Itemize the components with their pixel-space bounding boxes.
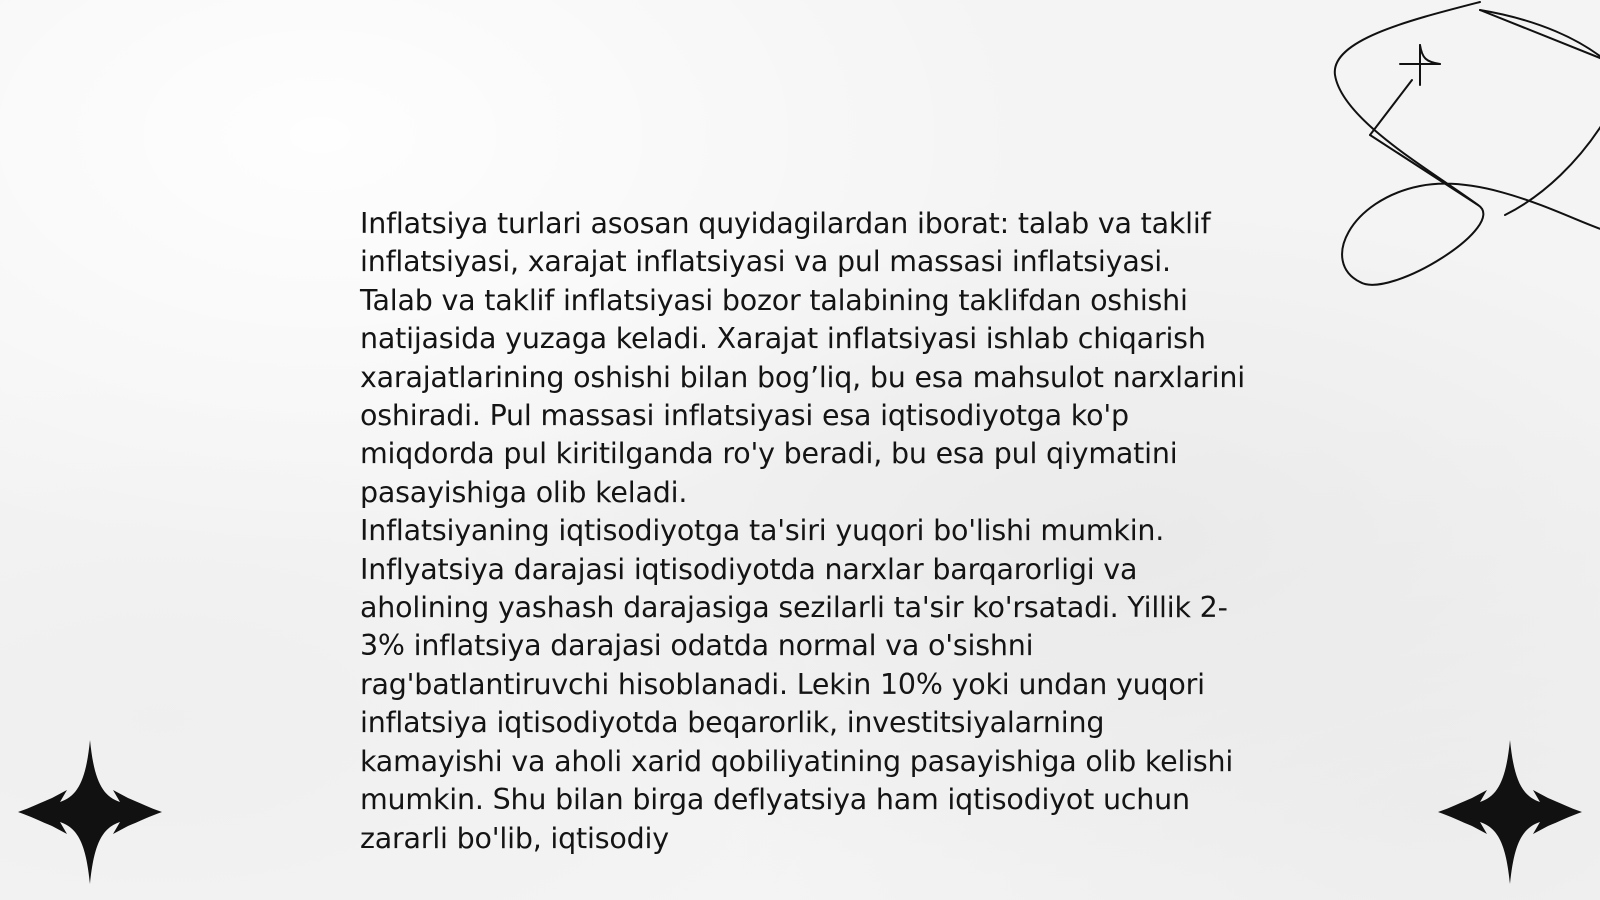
four-point-star-icon (18, 740, 162, 884)
orbit-line-icon (1330, 0, 1600, 300)
paragraph-inflation-impact: Inflatsiyaning iqtisodiyotga ta'siri yuqori bo'lishi mumkin. Inflyatsiya darajasi iqtisodiyotda narxlar barqarorligi va aholining yashash darajasiga sezilarli ta'sir ko'rsatadi. Yillik 2-3% inflatsiya darajasi odatda normal va o'sishni rag'batlantiruvchi hisoblanadi. Lekin 10% yoki undan yuqori inflatsiya iqtisodiyotda beqarorlik, investitsiyalarning kamayishi va aholi xarid qobiliyatining pasayishiga olib kelishi mumkin. Shu bilan birga deflyatsiya ham iqtisodiyot uchun zararli bo'lib, iqtisodiy (360, 514, 1234, 855)
four-point-star-icon (1438, 740, 1582, 884)
paragraph-inflation-types: Inflatsiya turlari asosan quyidagilardan iborat: talab va taklif inflatsiyasi, xarajat inflatsiyasi va pul massasi inflatsiyasi. Talab va taklif inflatsiyasi bozor talabining taklifdan oshishi natijasida yuzaga keladi. Xarajat inflatsiyasi ishlab chiqarish xarajatlarining oshishi bilan bog’liq, bu esa mahsulot narxlarini oshiradi. Pul massasi inflatsiyasi esa iqtisodiyotga ko'p miqdorda pul kiritilganda ro'y beradi, bu esa pul qiymatini pasayishiga olib keladi. (360, 207, 1245, 509)
slide-body-text (360, 205, 1250, 858)
